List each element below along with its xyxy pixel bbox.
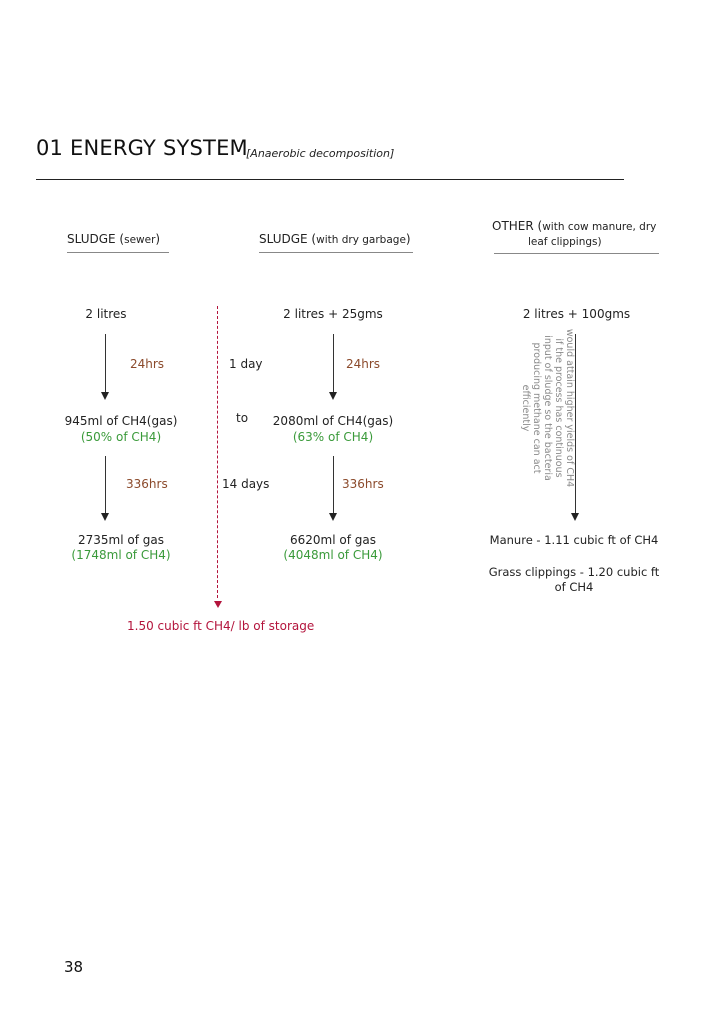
arrow-down-icon — [101, 513, 109, 521]
flow-line — [575, 334, 576, 513]
arrow-down-icon — [329, 392, 337, 400]
sludge-end-value: 2735ml of gas — [78, 533, 164, 547]
title-divider — [36, 179, 624, 180]
sludge-step2-time: 336hrs — [126, 477, 168, 491]
garbage-mid-value: 2080ml of CH4(gas) — [272, 414, 394, 428]
page-number: 38 — [64, 958, 84, 976]
column-heading-other-line2: leaf clippings) — [528, 236, 602, 248]
flow-line — [105, 334, 106, 392]
column-heading-other: OTHER (with cow manure, dry — [492, 219, 657, 233]
arrow-down-icon — [329, 513, 337, 521]
page-title: 01 ENERGY SYSTEM — [36, 136, 248, 160]
timeline-days: 14 days — [222, 477, 270, 491]
timeline-day: 1 day — [229, 357, 263, 371]
page-subtitle: [Anaerobic decomposition] — [246, 147, 395, 160]
column-heading-sludge-garbage: SLUDGE (with dry garbage) — [259, 232, 411, 246]
storage-result: 1.50 cubic ft CH4/ lb of storage — [127, 619, 315, 633]
flow-line — [333, 456, 334, 513]
other-start: 2 litres + 100gms — [522, 307, 631, 321]
heading-underline — [494, 253, 659, 254]
sludge-mid-percent: (50% of CH4) — [80, 430, 162, 444]
other-result-manure: Manure - 1.11 cubic ft of CH4 — [489, 533, 659, 547]
garbage-step2-time: 336hrs — [342, 477, 384, 491]
sludge-step1-time: 24hrs — [130, 357, 165, 371]
garbage-mid-percent: (63% of CH4) — [292, 430, 374, 444]
column-heading-sludge: SLUDGE (sewer) — [67, 232, 161, 246]
other-side-note: would attain higher yields of CH4 if the process has continuous input of sludge so the bacteria producing methane can act efficiently — [520, 328, 575, 488]
arrow-down-icon — [101, 392, 109, 400]
timeline-dashed-line — [217, 306, 218, 598]
garbage-start: 2 litres + 25gms — [283, 307, 383, 321]
timeline-to: to — [236, 411, 249, 425]
sludge-end-ch4: (1748ml of CH4) — [71, 548, 171, 562]
flow-line — [105, 456, 106, 513]
garbage-step1-time: 24hrs — [346, 357, 381, 371]
other-result-grass-line1: Grass clippings - 1.20 cubic ft — [488, 565, 660, 579]
garbage-end-value: 6620ml of gas — [290, 533, 376, 547]
arrow-down-icon — [571, 513, 579, 521]
sludge-start: 2 litres — [85, 307, 127, 321]
heading-underline — [67, 252, 169, 253]
flow-line — [333, 334, 334, 392]
sludge-mid-value: 945ml of CH4(gas) — [64, 414, 178, 428]
garbage-end-ch4: (4048ml of CH4) — [283, 548, 383, 562]
timeline-arrow-icon — [214, 601, 222, 608]
other-result-grass-line2: of CH4 — [554, 580, 594, 594]
heading-underline — [259, 252, 413, 253]
